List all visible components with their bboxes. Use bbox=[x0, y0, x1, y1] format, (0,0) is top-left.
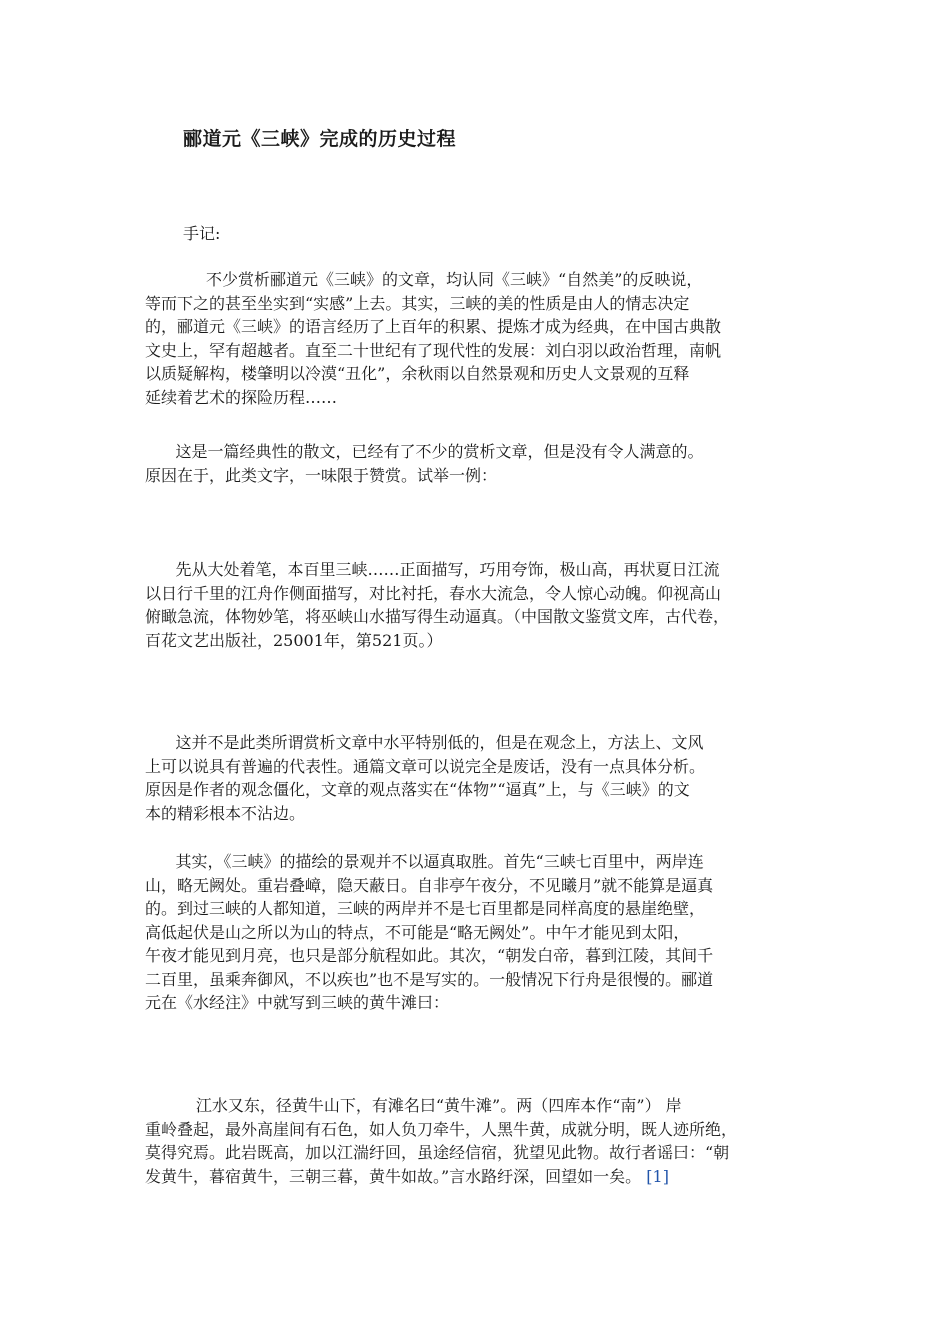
paragraph-line: 等而下之的甚至坐实到“实感”上去。其实，三峡的美的性质是由人的情志决定 bbox=[145, 293, 690, 313]
paragraph-line: 俯瞰急流，体物妙笔，将巫峡山水描写得生动逼真。（中国散文鉴赏文库，古代卷， bbox=[145, 607, 730, 626]
paragraph-critique-intro bbox=[145, 440, 810, 487]
paragraph-line: 山，略无阙处。重岩叠嶂，隐天蔽日。自非亭午夜分，不见曦月”就不能算是逼真 bbox=[145, 875, 714, 895]
paragraph-line: 的。到过三峡的人都知道，三峡的两岸并不是七百里都是同样高度的悬崖绝壁， bbox=[145, 899, 706, 918]
paragraph-intro bbox=[145, 268, 810, 409]
paragraph-line-text: 发黄牛，暮宿黄牛，三朝三暮，黄牛如故。”言水路纡深，回望如一矣。 bbox=[145, 1166, 642, 1186]
paragraph-line: 莫得究焉。此岩既高，加以江湍纡回，虽途经信宿，犹望见此物。故行者谣曰：“朝 bbox=[145, 1143, 730, 1162]
document-title: 郦道元《三峡》完成的历史过程 bbox=[183, 128, 457, 150]
paragraph-line: 先从大处着笔，本百里三峡……正面描写，巧用夸饰，极山高，再状夏日江流 bbox=[145, 560, 720, 579]
paragraph-quoted-example bbox=[145, 558, 810, 652]
paragraph-line: 本的精彩根本不沾边。 bbox=[145, 803, 306, 823]
paragraph-line: 上可以说具有普遍的代表性。通篇文章可以说完全是废话，没有一点具体分析。 bbox=[145, 756, 706, 776]
paragraph-shuijingzhu-quote bbox=[145, 1094, 810, 1188]
paragraph-line bbox=[145, 1165, 810, 1189]
paragraph-realism-discussion bbox=[145, 850, 810, 1015]
paragraph-line: 午夜才能见到月亮，也只是部分航程如此。其次，“朝发白帝，暮到江陵，其间千 bbox=[145, 946, 714, 965]
paragraph-line: 重岭叠起，最外高崖间有石色，如人负刀牵牛，人黑牛黄，成就分明，既人迹所绝， bbox=[145, 1119, 738, 1139]
paragraph-line: 以质疑解构，楼肇明以冷漠“丑化”，余秋雨以自然景观和历史人文景观的互释 bbox=[145, 364, 690, 383]
paragraph-line: 元在《水经注》中就写到三峡的黄牛滩曰： bbox=[145, 993, 450, 1012]
paragraph-line: 高低起伏是山之所以为山的特点，不可能是“略无阙处”。中午才能见到太阳， bbox=[145, 922, 690, 942]
paragraph-line: 原因是作者的观念僵化，文章的观点落实在“体物”“逼真”上，与《三峡》的文 bbox=[145, 780, 690, 799]
notes-label: 手记: bbox=[183, 224, 221, 243]
paragraph-line: 这并不是此类所谓赏析文章中水平特别低的，但是在观念上，方法上、文风 bbox=[145, 733, 704, 752]
paragraph-line: 江水又东，径黄牛山下，有滩名曰“黄牛滩”。两（四库本作“南”） 岸 bbox=[145, 1096, 682, 1115]
paragraph-line: 延续着艺术的探险历程…… bbox=[145, 387, 338, 407]
paragraph-line: 不少赏析郦道元《三峡》的文章，均认同《三峡》“自然美”的反映说， bbox=[145, 270, 703, 289]
footnote-link[interactable]: [1] bbox=[646, 1166, 669, 1186]
paragraph-analysis bbox=[145, 731, 810, 825]
paragraph-line: 这是一篇经典性的散文，已经有了不少的赏析文章，但是没有令人满意的。 bbox=[145, 442, 704, 461]
paragraph-line: 原因在于，此类文字，一味限于赞赏。试举一例： bbox=[145, 465, 498, 485]
paragraph-line: 文史上，罕有超越者。直至二十世纪有了现代性的发展：刘白羽以政治哲理，南帆 bbox=[145, 340, 722, 360]
paragraph-line: 的，郦道元《三峡》的语言经历了上百年的积累、提炼才成为经典，在中国古典散 bbox=[145, 317, 722, 336]
paragraph-line: 以日行千里的江舟作侧面描写，对比衬托，春水大流急，令人惊心动魄。仰视高山 bbox=[145, 583, 722, 603]
paragraph-line: 百花文艺出版社，25001年，第521页。） bbox=[145, 630, 443, 650]
paragraph-line: 其实，《三峡》的描绘的景观并不以逼真取胜。首先“三峡七百里中，两岸连 bbox=[145, 852, 704, 871]
paragraph-line: 二百里，虽乘奔御风，不以疾也”也不是写实的。一般情况下行舟是很慢的。郦道 bbox=[145, 969, 714, 989]
